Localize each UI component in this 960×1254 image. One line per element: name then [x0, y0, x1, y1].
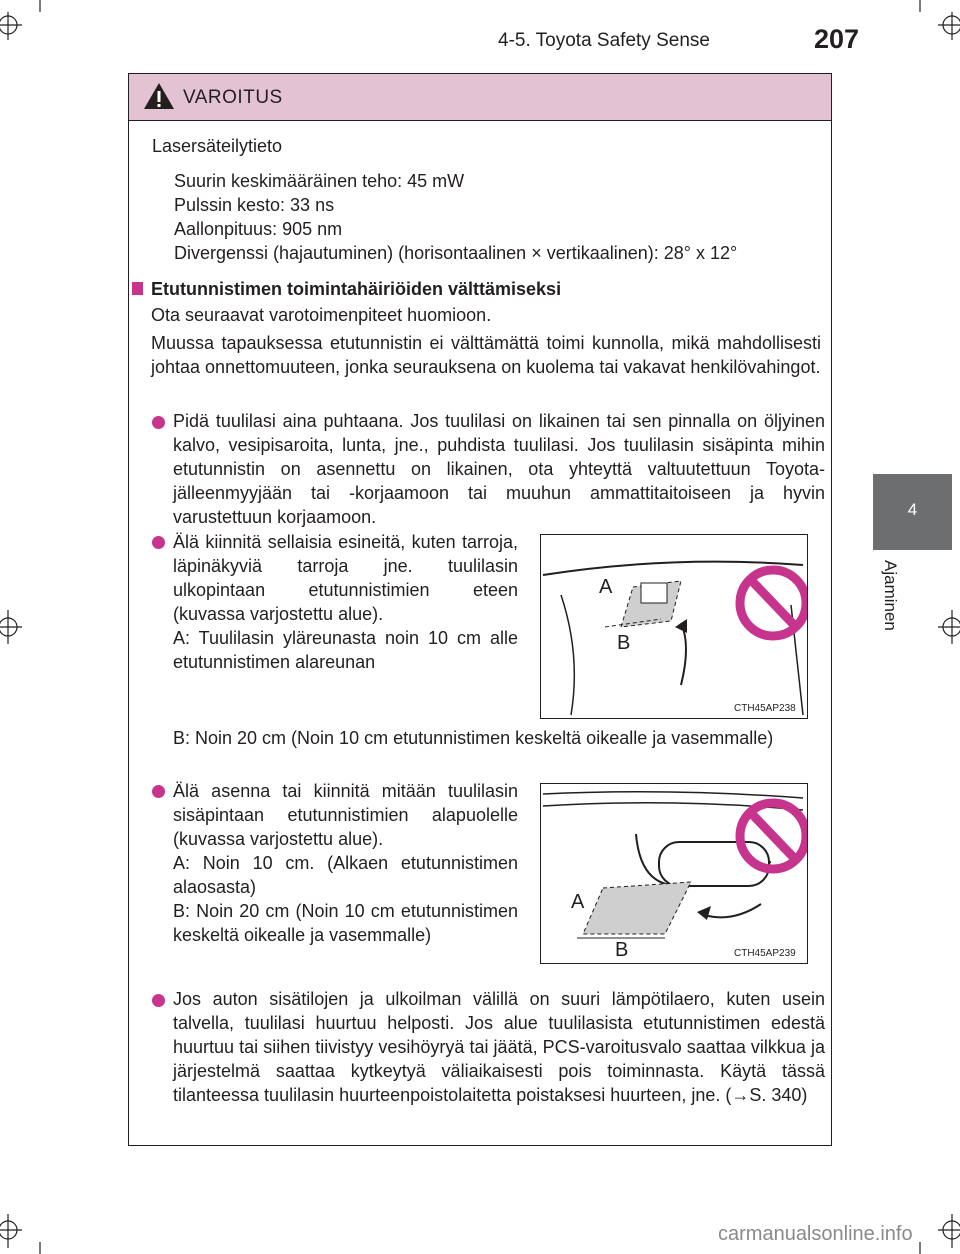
section-title: Etutunnistimen toimintahäiriöiden välttämiseksi	[151, 279, 562, 299]
figure-windshield-inside	[540, 783, 808, 964]
bullet-no-inside-b: B: Noin 20 cm (Noin 10 cm etutunnistimen keskeltä oikealle ja vasemmalle)	[173, 901, 518, 945]
warning-title: VAROITUS	[183, 87, 283, 108]
figure2-caption: CTH45AP239	[734, 948, 796, 959]
bullet-icon	[152, 994, 165, 1007]
watermark: carmanualsonline.info	[718, 1223, 913, 1245]
laser-line: Pulssin kesto: 33 ns	[174, 195, 335, 215]
warning-triangle-icon	[143, 82, 175, 110]
bullet-icon	[152, 416, 165, 429]
page-number: 207	[814, 24, 860, 54]
chapter-label: Ajaminen	[881, 560, 900, 631]
header-section-title: 4-5. Toyota Safety Sense	[498, 30, 710, 51]
laser-line: Divergenssi (hajautuminen) (horisontaalinen × vertikaalinen): 28° x 12°	[174, 243, 738, 263]
bullet-icon	[152, 785, 165, 798]
figure1-label-b: B	[617, 632, 631, 654]
bullet-no-stickers: Älä kiinnitä sellaisia esineitä, kuten tarroja, läpinäkyviä tarroja jne. tuulilasin ulkopintaan etutunnistimien eteen (kuvassa varjostettu alue).	[173, 532, 518, 624]
consequence-text: Muussa tapauksessa etutunnistin ei välttämättä toimi kunnolla, mikä mahdollisesti johtaa onnettomuuteen, jonka seurauksena on kuolema tai vakavat henkilövahingot.	[151, 333, 821, 377]
figure2-label-b: B	[615, 939, 629, 961]
laser-line: Aallonpituus: 905 nm	[174, 219, 343, 239]
bullet-no-inside: Älä asenna tai kiinnitä mitään tuulilasin sisäpintaan etutunnistimien alapuolelle (kuvassa varjostettu alue).	[173, 781, 518, 849]
windshield-inside-illustration	[541, 784, 807, 963]
section-marker-icon	[132, 282, 143, 295]
bullet-icon	[152, 536, 165, 549]
laser-heading: Lasersäteilytieto	[152, 136, 283, 156]
warning-box	[128, 73, 832, 1146]
laser-line: Suurin keskimääräinen teho: 45 mW	[174, 171, 465, 191]
bullet-no-stickers-a: A: Tuulilasin yläreunasta noin 10 cm alle etutunnistimen alareunan	[173, 628, 518, 672]
figure1-caption: CTH45AP238	[734, 703, 796, 714]
bullet-no-inside-a: A: Noin 10 cm. (Alkaen etutunnistimen alaosasta)	[173, 853, 518, 897]
intro-text: Ota seuraavat varotoimenpiteet huomioon.	[151, 305, 492, 325]
figure1-label-a: A	[599, 576, 613, 598]
windshield-outside-illustration	[541, 535, 807, 718]
bullet-clean-windshield: Pidä tuulilasi aina puhtaana. Jos tuulilasi on likainen tai sen pinnalla on öljyinen kalvo, vesipisaroita, lunta, jne., puhdista tuulilasi. Jos tuulilasin sisäpinta mihin etutunnistin on asennettu on likainen, ota yhteyttä valtuutettuun Toyota-jälleenmyyjään tai -korjaamoon tai muuhun ammattitaitoiseen ja hyvin varustettuun korjaamoon.	[173, 411, 825, 527]
bullet-defrost: Jos auton sisätilojen ja ulkoilman välillä on suuri lämpötilaero, kuten usein talvella, tuulilasi huurtuu helposti. Jos alue tuulilasista etutunnistimen edestä huurtuu tai siihen tiivistyy vesihöyryä tai jäätä, PCS-varoitusvalo saattaa vilkkua ja järjestelmä saattaa kytkeytyä väliaikaisesti pois toiminnasta. Käytä tässä tilanteessa tuulilasin huurteenpoistolaitetta poistaksesi huurteen, jne. (→S. 340)	[173, 989, 825, 1105]
bullet-no-stickers-b: B: Noin 20 cm (Noin 10 cm etutunnistimen keskeltä oikealle ja vasemmalle)	[173, 728, 774, 748]
figure2-label-a: A	[571, 891, 585, 913]
chapter-number: 4	[907, 500, 918, 519]
warning-header	[129, 74, 831, 121]
figure-windshield-outside	[540, 534, 808, 719]
